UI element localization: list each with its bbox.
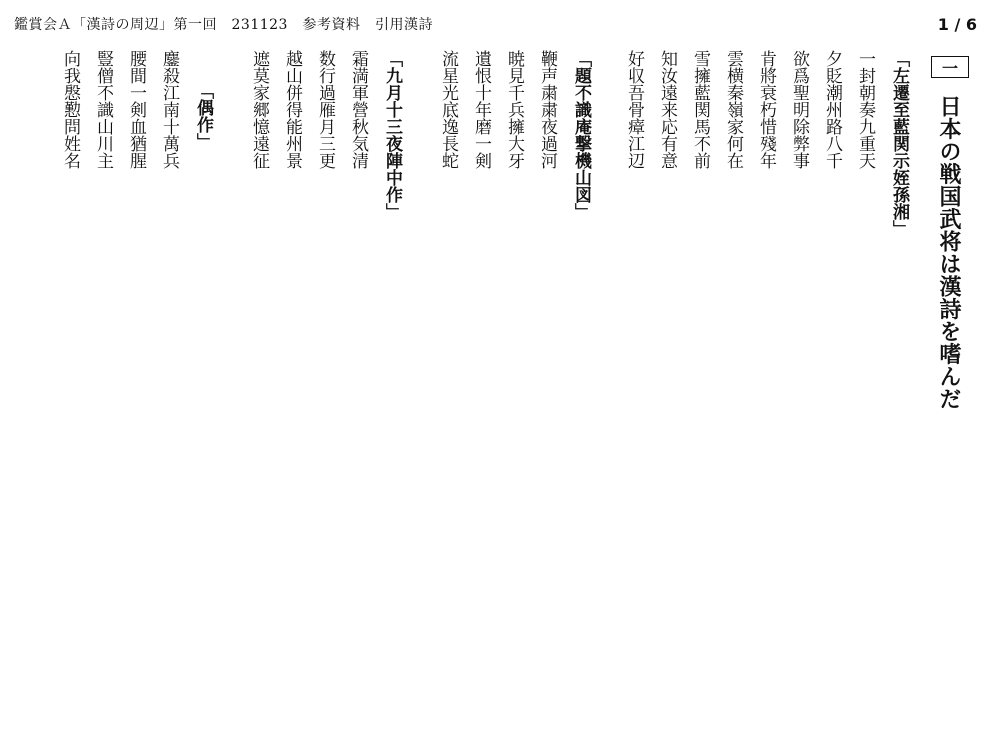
section-title-column [930,95,968,725]
poem2-line-col [532,50,562,730]
poem4-title: 「偶作」 [193,82,213,150]
poem3-title: 「九月十三夜陣中作」 [382,50,402,220]
poem2-line: 遺恨十年磨一剣 [471,50,491,169]
poem4-line-col [55,50,85,730]
poem1-line: 夕貶潮州路八千 [822,50,842,169]
poem2-line: 暁見千兵擁大牙 [504,50,524,169]
poem2-line: 流星光底逸長蛇 [438,50,458,169]
header-title: 鑑賞会Ａ「漢詩の周辺」第一回 231123 参考資料 引用漢詩 [14,17,433,33]
poem1-title: 「左遷至藍関示姪孫湘」 [889,50,909,237]
poem4-line-col [154,50,184,730]
poem1-line: 雲横秦嶺家何在 [723,50,743,169]
poem1-line-col [685,50,715,730]
poem3-line: 数行過雁月三更 [315,50,335,169]
page-header [14,10,977,38]
page-indicator: 1 / 6 [937,14,977,34]
poem1-line-col [619,50,649,730]
poem3-line: 越山併得能州景 [282,50,302,169]
poem2-line: 鞭声粛粛夜過河 [537,50,557,169]
poem1-line-col [718,50,748,730]
poem1-title-column [884,50,914,730]
poem2-line-col [433,50,463,730]
poem4-line: 鏖殺江南十萬兵 [159,50,179,169]
poem1-line: 欲爲聖明除弊事 [789,50,809,169]
poem3-line-col [244,50,274,730]
poem3-line-col [310,50,340,730]
section-number: 一 [931,56,969,78]
poem1-line: 知汝遠来応有意 [657,50,677,169]
poem4-line: 豎僧不識山川主 [93,50,113,169]
poem4-line-col [121,50,151,730]
poem1-line-col [850,50,880,730]
poem4-title-column [188,50,218,730]
poem3-line: 霜満軍營秋気清 [348,50,368,169]
poem4-line-col [88,50,118,730]
poem2-title-column [566,50,596,730]
poem4-line: 向我慇懃問姓名 [60,50,80,169]
poem2-line-col [466,50,496,730]
section-title: 日本の戦国武将は漢詩を嗜んだ [936,95,962,410]
poem2-title: 「題不識庵撃機山図」 [571,50,591,220]
poem3-line-col [343,50,373,730]
poem1-line: 一封朝奏九重天 [855,50,875,169]
poem1-line: 雪擁藍関馬不前 [690,50,710,169]
poem1-line: 好収吾骨瘴江辺 [624,50,644,169]
poem1-line-col [784,50,814,730]
poem1-line-col [652,50,682,730]
poem3-title-column [377,50,407,730]
poem1-line-col [751,50,781,730]
poem3-line: 遮莫家郷憶遠征 [249,50,269,169]
poem3-line-col [277,50,307,730]
poem4-line: 腰間一剣血猶腥 [126,50,146,169]
poem1-line: 肯將衰朽惜殘年 [756,50,776,169]
poem1-line-col [817,50,847,730]
poem2-line-col [499,50,529,730]
